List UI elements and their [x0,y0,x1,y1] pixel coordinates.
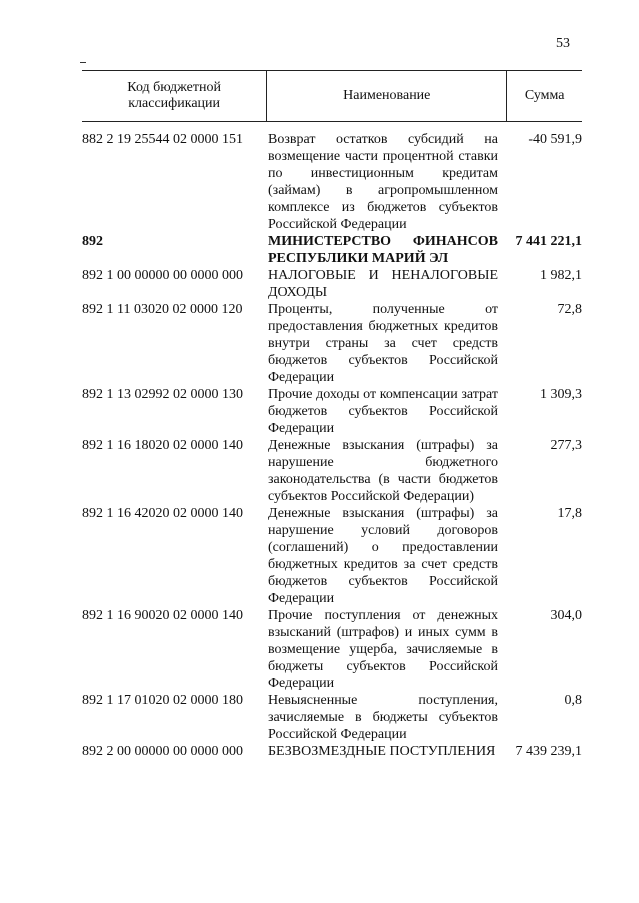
row-code: 892 [82,234,103,249]
table-row [82,301,582,386]
row-name: НАЛОГОВЫЕ И НЕНАЛОГОВЫЕ ДОХОДЫ [268,268,498,300]
row-sum: 1 309,3 [540,387,582,402]
header-code: Код бюджетной классификации [82,71,267,121]
table-row [82,267,582,301]
row-sum: 72,8 [557,302,582,317]
row-code: 892 1 11 03020 02 0000 120 [82,302,243,317]
row-name: БЕЗВОЗМЕЗДНЫЕ ПОСТУПЛЕНИЯ [268,744,496,759]
row-sum: 7 441 221,1 [515,234,582,249]
row-sum: 0,8 [564,693,582,708]
row-sum: 17,8 [557,506,582,521]
row-sum: 304,0 [550,608,582,623]
row-code: 892 1 16 42020 02 0000 140 [82,506,243,521]
row-code: 892 2 00 00000 00 0000 000 [82,744,243,759]
row-code: 892 1 17 01020 02 0000 180 [82,693,243,708]
budget-table [82,131,582,760]
table-row [82,692,582,743]
table-row [82,505,582,607]
table-row [82,607,582,692]
table-header [82,70,582,122]
row-name: Денежные взыскания (штрафы) за нарушение условий договоров (соглашений) о предоставлении бюджетных кредитов за счет средств бюджетов субъектов Российской Федерации [268,506,498,606]
row-sum: 7 439 239,1 [515,744,582,759]
row-code: 892 1 00 00000 00 0000 000 [82,268,243,283]
row-name: Прочие поступления от денежных взысканий (штрафов) и иных сумм в возмещение ущерба, зачисляемые в бюджеты субъектов Российской Федерации [268,608,498,691]
row-sum: 277,3 [550,438,582,453]
row-name: Проценты, полученные от предоставления бюджетных кредитов внутри страны за счет средств бюджетов субъектов Российской Федерации [268,302,498,385]
row-code: 882 2 19 25544 02 0000 151 [82,132,243,147]
row-name: Прочие доходы от компенсации затрат бюджетов субъектов Российской Федерации [268,387,498,436]
row-sum: 1 982,1 [540,268,582,283]
row-name: Возврат остатков субсидий на возмещение части процентной ставки по инвестиционным кредитам (займам) в агропромышленном комплексе из бюджетов субъектов Российской Федерации [268,132,498,232]
header-name: Наименование [267,71,507,121]
table-row [82,386,582,437]
header-sum: Сумма [524,88,565,103]
row-name: МИНИСТЕРСТВО ФИНАНСОВ РЕСПУБЛИКИ МАРИЙ ЭЛ [268,234,498,266]
table-row [82,437,582,505]
table-row [82,131,582,233]
margin-mark [80,62,86,63]
row-name: Денежные взыскания (штрафы) за нарушение бюджетного законодательства (в части бюджетов субъектов Российской Федерации) [268,438,498,504]
row-sum: -40 591,9 [528,132,582,147]
page-number: 53 [556,36,570,51]
row-code: 892 1 13 02992 02 0000 130 [82,387,243,402]
table-row [82,233,582,267]
row-code: 892 1 16 90020 02 0000 140 [82,608,243,623]
row-name: Невыясненные поступления, зачисляемые в бюджеты субъектов Российской Федерации [268,693,498,742]
row-code: 892 1 16 18020 02 0000 140 [82,438,243,453]
table-row [82,743,582,760]
